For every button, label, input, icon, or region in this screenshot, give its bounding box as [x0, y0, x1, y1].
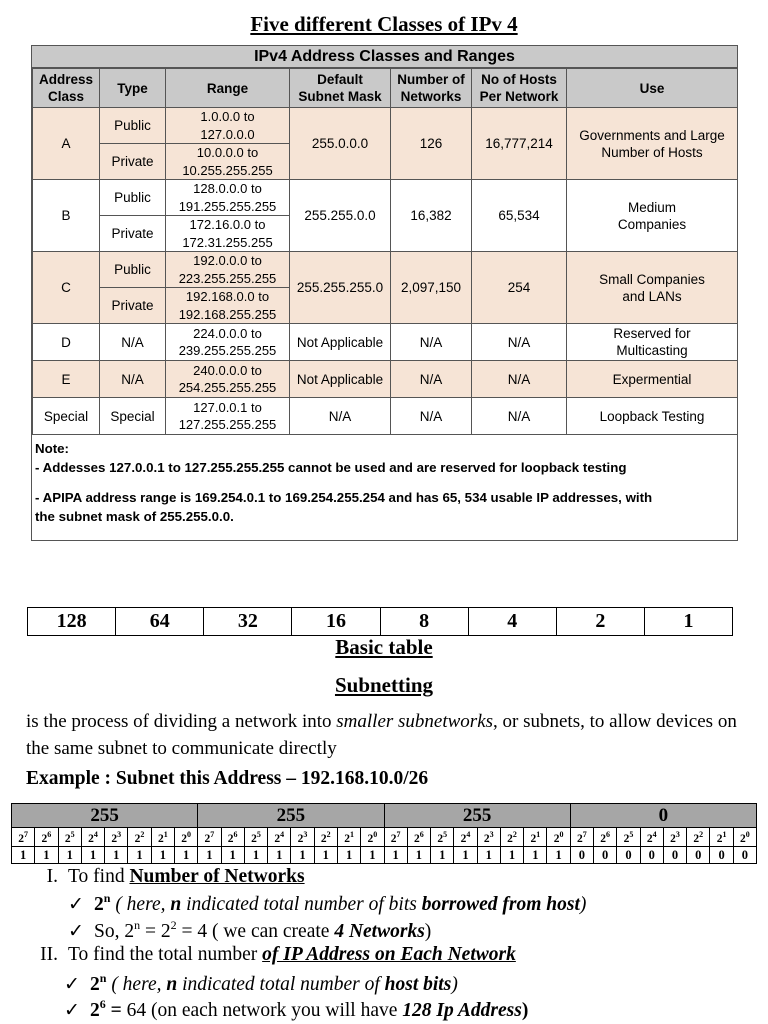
octet-header-row: [12, 804, 757, 828]
table-row-class-c: [33, 252, 738, 288]
bit-cell: 1: [291, 847, 314, 864]
type-cell: Private: [100, 216, 166, 252]
basic-table-cell: 2: [556, 608, 644, 636]
power-cell: $2^0$: [547, 828, 570, 847]
bit-cell: 1: [105, 847, 128, 864]
power-cell: $2^1$: [337, 828, 360, 847]
octet-cell: 255: [198, 804, 384, 828]
mask-cell: N/A: [290, 398, 391, 435]
power-cell: $2^0$: [174, 828, 197, 847]
bit-cell: 0: [570, 847, 593, 864]
bit-cell: 0: [710, 847, 733, 864]
power-cell: $2^1$: [524, 828, 547, 847]
class-cell: E: [33, 361, 100, 398]
bit-cell: 1: [151, 847, 174, 864]
power-cell: $2^6$: [221, 828, 244, 847]
bit-cell: 1: [35, 847, 58, 864]
range-cell: 192.168.0.0 to 192.168.255.255: [166, 288, 290, 324]
header-address-class: Address Class: [33, 69, 100, 108]
networks-cell: 2,097,150: [391, 252, 472, 324]
power-cell: $2^3$: [477, 828, 500, 847]
power-cell: $2^1$: [151, 828, 174, 847]
bit-cell: 1: [81, 847, 104, 864]
class-cell: D: [33, 324, 100, 361]
checkmark-icon: ✓: [68, 894, 84, 915]
power-cell: $2^5$: [58, 828, 81, 847]
type-cell: Public: [100, 252, 166, 288]
bit-cell: 1: [384, 847, 407, 864]
checkmark-icon: ✓: [64, 1000, 80, 1021]
class-cell: B: [33, 180, 100, 252]
power-cell: $2^6$: [407, 828, 430, 847]
type-cell: Public: [100, 108, 166, 144]
power-cell: $2^5$: [244, 828, 267, 847]
note-label: Note:: [35, 441, 69, 456]
type-cell: Private: [100, 288, 166, 324]
note-line: - Addesses 127.0.0.1 to 127.255.255.255 cannot be used and are reserved for loopback testing: [35, 460, 627, 475]
octet-cell: 255: [384, 804, 570, 828]
ipv4-table-grid: [32, 68, 738, 435]
networks-cell: N/A: [391, 324, 472, 361]
bit-cell: 1: [477, 847, 500, 864]
bit-cell: 1: [12, 847, 35, 864]
power-cell: $2^2$: [687, 828, 710, 847]
step-ii-bullet-1: ✓ 2$^n$ ( here, n indicated total number of host bits): [64, 971, 458, 995]
networks-cell: N/A: [391, 361, 472, 398]
bit-cell: 0: [687, 847, 710, 864]
power-cell: $2^3$: [105, 828, 128, 847]
header-subnet-mask: Default Subnet Mask: [290, 69, 391, 108]
table-row-class-b: [33, 180, 738, 216]
step-ii-bullet-2: ✓ $2^6 = 64$ (on each network you will have 128 Ip Address): [64, 997, 529, 1021]
note-line: the subnet mask of 255.255.0.0.: [35, 509, 234, 524]
bit-cell: 1: [198, 847, 221, 864]
hosts-cell: N/A: [472, 398, 567, 435]
note-line: - APIPA address range is 169.254.0.1 to 169.254.255.254 and has 65, 534 usable IP addresses, with: [35, 490, 653, 505]
bit-cell: 1: [361, 847, 384, 864]
header-use: Use: [567, 69, 738, 108]
range-cell: 1.0.0.0 to 127.0.0.0: [166, 108, 290, 144]
range-cell: 240.0.0.0 to 254.255.255.255: [166, 361, 290, 398]
use-cell: Loopback Testing: [567, 398, 738, 435]
subnet-bits-table: [11, 803, 757, 864]
step-i-bullet-1: ✓ 2$^n$ ( here, n indicated total number of bits borrowed from host): [68, 891, 587, 915]
basic-table-cell: 8: [380, 608, 468, 636]
bit-cell: 1: [174, 847, 197, 864]
power-cell: $2^1$: [710, 828, 733, 847]
power-cell: $2^7$: [570, 828, 593, 847]
power-cell: $2^3$: [291, 828, 314, 847]
header-range: Range: [166, 69, 290, 108]
octet-cell: 255: [12, 804, 198, 828]
subnetting-heading: Subnetting: [334, 673, 434, 697]
basic-table-cell: 128: [28, 608, 116, 636]
header-type: Type: [100, 69, 166, 108]
mask-cell: Not Applicable: [290, 324, 391, 361]
use-cell: Medium Companies: [567, 180, 738, 252]
power-cell: $2^2$: [500, 828, 523, 847]
bit-cell: 1: [407, 847, 430, 864]
octet-cell: 0: [570, 804, 756, 828]
type-cell: Private: [100, 144, 166, 180]
ipv4-classes-table: [31, 45, 738, 541]
class-cell: A: [33, 108, 100, 180]
range-cell: 172.16.0.0 to 172.31.255.255: [166, 216, 290, 252]
bit-value-row: [12, 847, 757, 864]
power-cell: $2^0$: [733, 828, 756, 847]
bit-cell: 1: [547, 847, 570, 864]
header-networks: Number of Networks: [391, 69, 472, 108]
use-cell: Reserved for Multicasting: [567, 324, 738, 361]
range-cell: 128.0.0.0 to 191.255.255.255: [166, 180, 290, 216]
step-i: I. To find Number of Networks: [46, 866, 305, 887]
hosts-cell: N/A: [472, 324, 567, 361]
type-cell: Public: [100, 180, 166, 216]
bit-cell: 1: [337, 847, 360, 864]
power-cell: $2^5$: [617, 828, 640, 847]
hosts-cell: N/A: [472, 361, 567, 398]
bit-cell: 1: [500, 847, 523, 864]
bit-cell: 1: [128, 847, 151, 864]
range-cell: 10.0.0.0 to 10.255.255.255: [166, 144, 290, 180]
power-cell: $2^5$: [431, 828, 454, 847]
range-cell: 192.0.0.0 to 223.255.255.255: [166, 252, 290, 288]
power-cell: $2^6$: [35, 828, 58, 847]
checkmark-icon: ✓: [64, 974, 80, 995]
basic-table-cell: 16: [292, 608, 380, 636]
power-cell: $2^7$: [198, 828, 221, 847]
class-cell: C: [33, 252, 100, 324]
networks-cell: N/A: [391, 398, 472, 435]
range-cell: 224.0.0.0 to 239.255.255.255: [166, 324, 290, 361]
bit-cell: 1: [454, 847, 477, 864]
bit-cell: 0: [617, 847, 640, 864]
networks-cell: 126: [391, 108, 472, 180]
power-cell: $2^4$: [640, 828, 663, 847]
power-cell: $2^4$: [268, 828, 291, 847]
ipv4-note: [32, 435, 737, 526]
bit-cell: 1: [58, 847, 81, 864]
basic-table-cell: 1: [644, 608, 732, 636]
checkmark-icon: ✓: [68, 921, 84, 942]
table-row-class-a: [33, 108, 738, 144]
use-cell: Expermential: [567, 361, 738, 398]
table-row-special: [33, 398, 738, 435]
class-cell: Special: [33, 398, 100, 435]
basic-table: [27, 607, 733, 636]
hosts-cell: 65,534: [472, 180, 567, 252]
type-cell: N/A: [100, 324, 166, 361]
power-cell: $2^2$: [314, 828, 337, 847]
power-row: [12, 828, 757, 847]
step-i-bullet-2: ✓ So, $2^n = 2^2 = 4$ ( we can create 4 Networks): [68, 918, 432, 942]
example-heading: Example : Subnet this Address – 192.168.10.0/26: [26, 768, 429, 789]
bit-cell: 1: [431, 847, 454, 864]
power-cell: $2^3$: [663, 828, 686, 847]
bit-cell: 1: [314, 847, 337, 864]
mask-cell: Not Applicable: [290, 361, 391, 398]
basic-table-cell: 32: [204, 608, 292, 636]
hosts-cell: 16,777,214: [472, 108, 567, 180]
range-cell: 127.0.0.1 to 127.255.255.255: [166, 398, 290, 435]
bit-cell: 1: [268, 847, 291, 864]
use-cell: Small Companies and LANs: [567, 252, 738, 324]
ipv4-header-row: [33, 69, 738, 108]
mask-cell: 255.255.255.0: [290, 252, 391, 324]
bit-cell: 1: [524, 847, 547, 864]
power-cell: $2^7$: [12, 828, 35, 847]
subnetting-definition: is the process of dividing a network into smaller subnetworks, or subnets, to allow devices on the same subnet to communicate directly: [26, 711, 737, 759]
power-cell: $2^4$: [81, 828, 104, 847]
mask-cell: 255.0.0.0: [290, 108, 391, 180]
bit-cell: 0: [663, 847, 686, 864]
basic-table-cell: 64: [116, 608, 204, 636]
basic-table-caption: Basic table: [335, 635, 433, 659]
bit-cell: 1: [244, 847, 267, 864]
table-row-class-e: [33, 361, 738, 398]
networks-cell: 16,382: [391, 180, 472, 252]
power-cell: $2^6$: [594, 828, 617, 847]
use-cell: Governments and Large Number of Hosts: [567, 108, 738, 180]
bit-cell: 0: [640, 847, 663, 864]
bit-cell: 0: [594, 847, 617, 864]
page-title: Five different Classes of IPv 4: [250, 12, 518, 36]
ipv4-table-caption: IPv4 Address Classes and Ranges: [32, 46, 737, 68]
bit-cell: 1: [221, 847, 244, 864]
power-cell: $2^2$: [128, 828, 151, 847]
basic-table-cell: 4: [468, 608, 556, 636]
power-cell: $2^0$: [361, 828, 384, 847]
mask-cell: 255.255.0.0: [290, 180, 391, 252]
power-cell: $2^4$: [454, 828, 477, 847]
table-row-class-d: [33, 324, 738, 361]
type-cell: N/A: [100, 361, 166, 398]
bit-cell: 0: [733, 847, 756, 864]
hosts-cell: 254: [472, 252, 567, 324]
step-ii: II. To find the total number of IP Address on Each Network: [40, 944, 516, 965]
power-cell: $2^7$: [384, 828, 407, 847]
type-cell: Special: [100, 398, 166, 435]
header-hosts: No of Hosts Per Network: [472, 69, 567, 108]
